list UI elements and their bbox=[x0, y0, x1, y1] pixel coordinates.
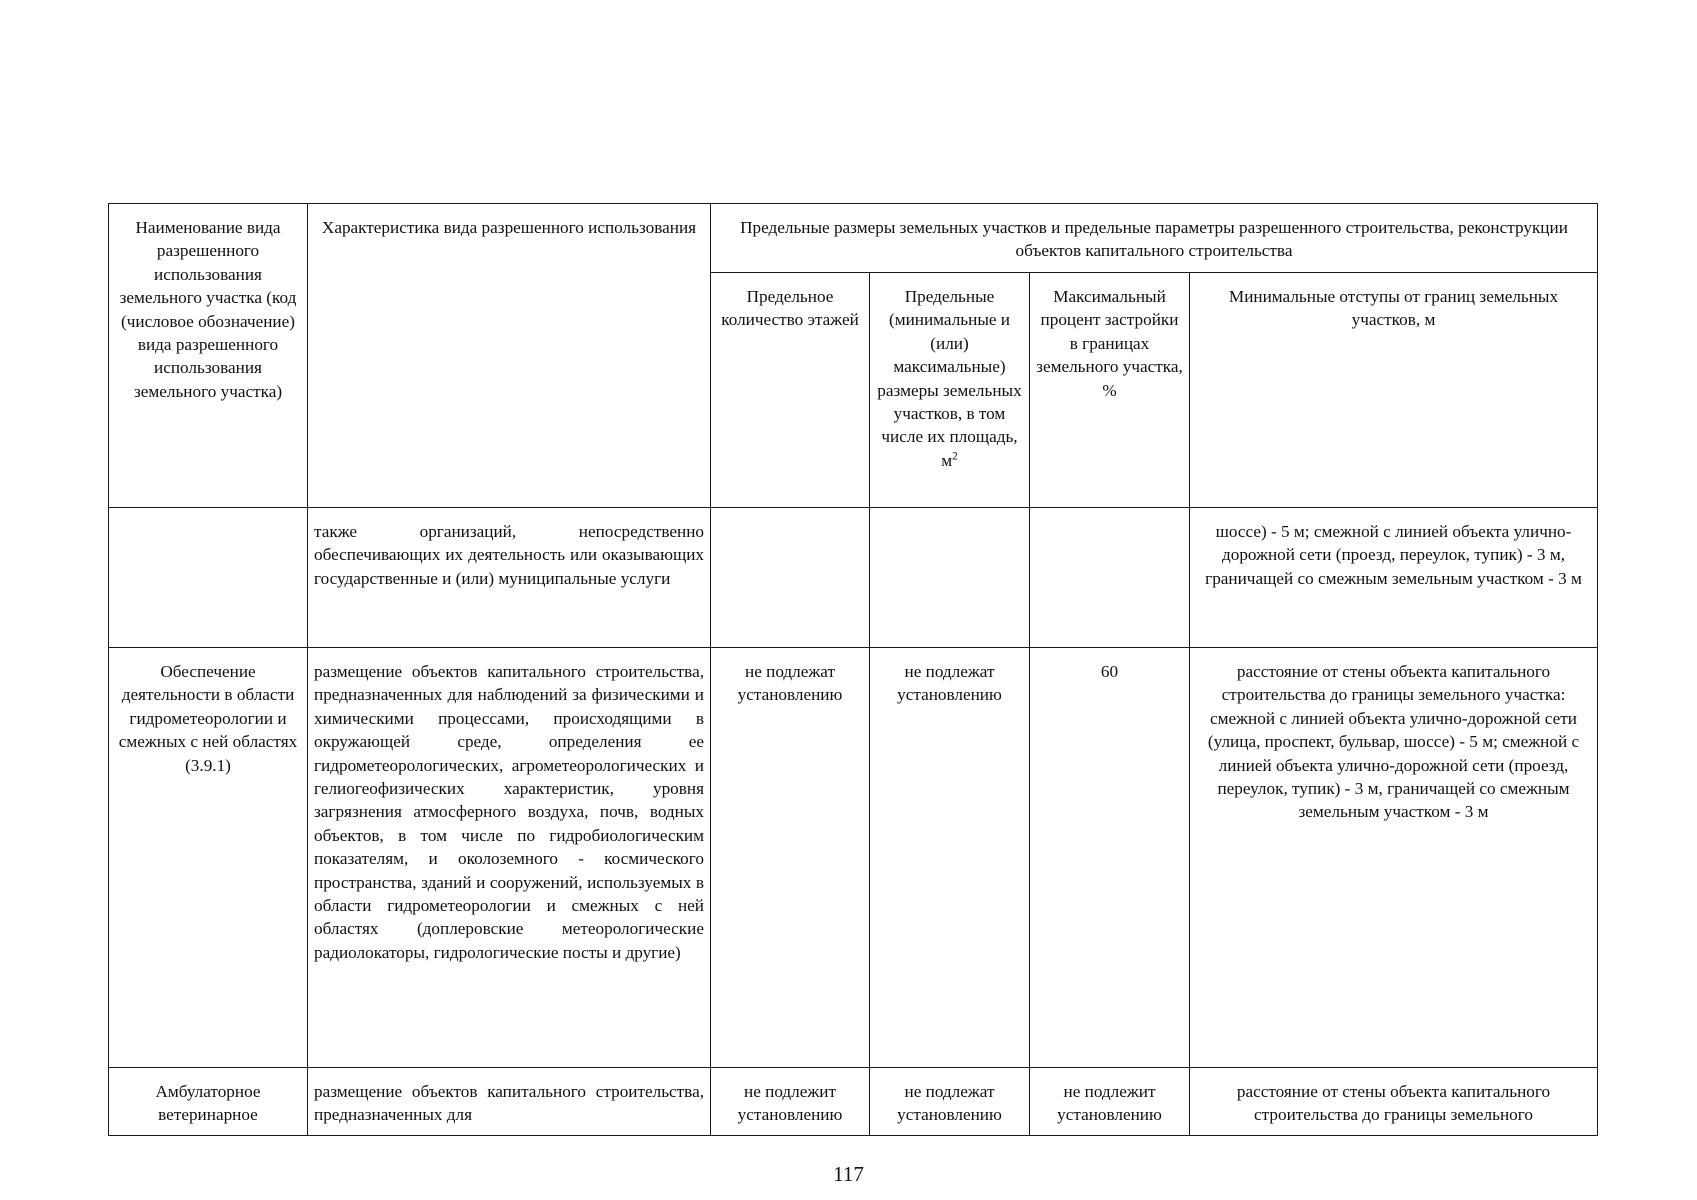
cell-plot-size bbox=[870, 508, 1030, 648]
cell-max-percent bbox=[1030, 508, 1190, 648]
cell-setbacks: шоссе) - 5 м; смежной с линией объекта улично-дорожной сети (проезд, переулок, тупик) - 3 м, граничащей со смежным земельным участком - 3 м bbox=[1190, 508, 1598, 648]
cell-setbacks: расстояние от стены объекта капитального строительства до границы земельного bbox=[1190, 1068, 1598, 1136]
header-use-description: Характеристика вида разрешенного использования bbox=[308, 204, 711, 508]
cell-use-description: также организаций, непосредственно обеспечивающих их деятельность или оказывающих государственные и (или) муниципальные услуги bbox=[308, 508, 711, 648]
cell-use-name: Амбулаторное ветеринарное bbox=[109, 1068, 308, 1136]
cell-max-percent: не подлежит установлению bbox=[1030, 1068, 1190, 1136]
header-use-name: Наименование вида разрешенного использования земельного участка (код (числовое обозначение) вида разрешенного использования земельного участка) bbox=[109, 204, 308, 508]
table-row bbox=[109, 508, 1598, 648]
table-row bbox=[109, 648, 1598, 1068]
header-floors: Предельное количество этажей bbox=[711, 273, 870, 508]
cell-setbacks: расстояние от стены объекта капитального строительства до границы земельного участка: смежной с линией объекта улично-дорожной сети (улица, проспект, бульвар, шоссе) - 5 м; смежной с линией объекта улично-дорожной сети (проезд, переулок, тупик) - 3 м, граничащей со смежным земельным участком - 3 м bbox=[1190, 648, 1598, 1068]
cell-plot-size: не подлежат установлению bbox=[870, 648, 1030, 1068]
cell-use-name: Обеспечение деятельности в области гидрометеорологии и смежных с ней областях (3.9.1) bbox=[109, 648, 308, 1068]
cell-use-description: размещение объектов капитального строительства, предназначенных для наблюдений за физическими и химическими процессами, происходящими в окружающей среде, определения ее гидрометеорологических, агрометеорологических и гелиогеофизических характеристик, уровня загрязнения атмосферного воздуха, почв, водных объектов, в том числе по гидробиологическим показателям, и околоземного - космического пространства, зданий и сооружений, используемых в области гидрометеорологии и смежных с ней областях (доплеровские метеорологические радиолокаторы, гидрологические посты и другие) bbox=[308, 648, 711, 1068]
cell-use-description: размещение объектов капитального строительства, предназначенных для bbox=[308, 1068, 711, 1136]
header-max-percent: Максимальный процент застройки в границах земельного участка, % bbox=[1030, 273, 1190, 508]
table-row bbox=[109, 1068, 1598, 1136]
header-limits-group: Предельные размеры земельных участков и предельные параметры разрешенного строительства, реконструкции объектов капитального строительства bbox=[711, 204, 1598, 273]
cell-max-percent: 60 bbox=[1030, 648, 1190, 1068]
header-row-1 bbox=[109, 204, 1598, 273]
cell-use-name bbox=[109, 508, 308, 648]
header-setbacks: Минимальные отступы от границ земельных участков, м bbox=[1190, 273, 1598, 508]
header-plot-size-text: Предельные (минимальные и (или) максимальные) размеры земельных участков, в том числе их площадь, м bbox=[877, 287, 1022, 470]
header-plot-size bbox=[870, 273, 1030, 508]
cell-plot-size: не подлежат установлению bbox=[870, 1068, 1030, 1136]
header-plot-size-sup: 2 bbox=[952, 450, 958, 463]
cell-floors: не подлежат установлению bbox=[711, 648, 870, 1068]
regulations-table bbox=[108, 203, 1598, 1136]
cell-floors bbox=[711, 508, 870, 648]
cell-floors: не подлежит установлению bbox=[711, 1068, 870, 1136]
page-number: 117 bbox=[833, 1162, 864, 1186]
